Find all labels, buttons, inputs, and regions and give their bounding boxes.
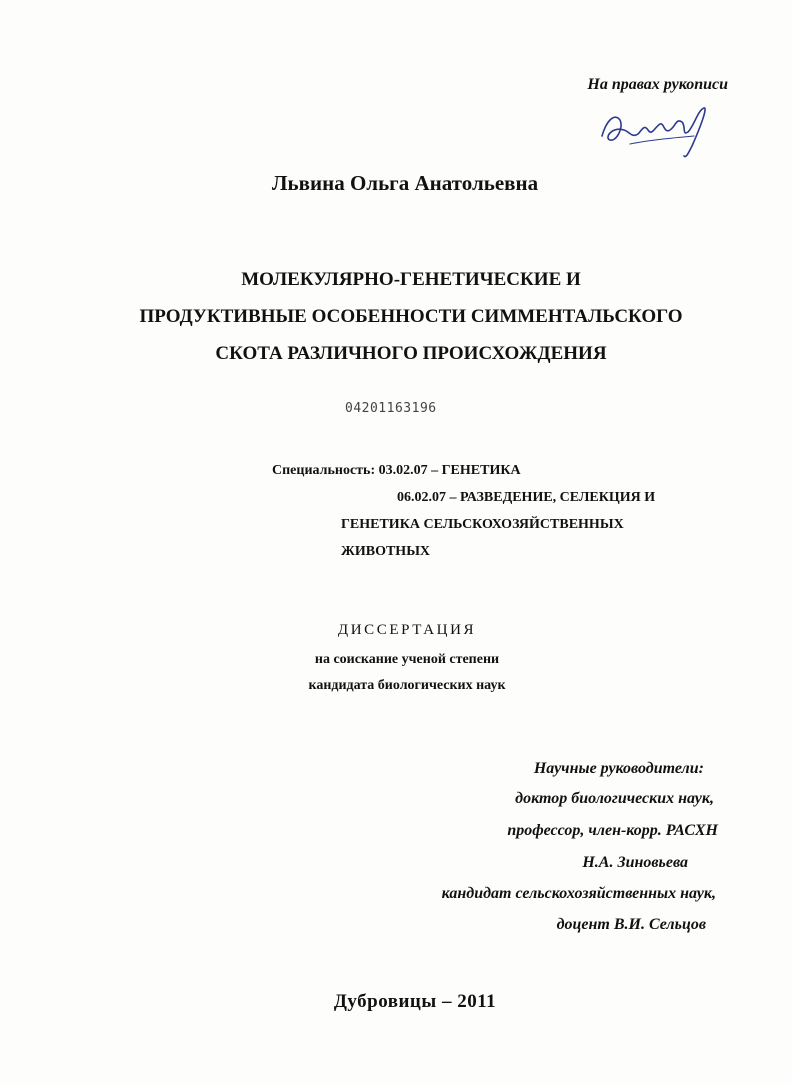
- specialty-line: 06.02.07 – РАЗВЕДЕНИЕ, СЕЛЕКЦИЯ И: [397, 490, 656, 505]
- library-stamp-number: 04201163196: [345, 401, 437, 416]
- supervisor-line: доктор биологических наук,: [515, 790, 714, 807]
- specialty-line: ГЕНЕТИКА СЕЛЬСКОХОЗЯЙСТВЕННЫХ: [341, 517, 624, 532]
- place-and-year: Дубровицы – 2011: [333, 991, 497, 1012]
- supervisor-line: Н.А. Зиновьева: [582, 854, 688, 871]
- author-name: Львина Ольга Анатольевна: [271, 171, 539, 195]
- supervisor-line: доцент В.И. Сельцов: [556, 916, 706, 933]
- degree-line: на соискание ученой степени: [314, 652, 500, 667]
- thesis-title-line: МОЛЕКУЛЯРНО-ГЕНЕТИЧЕСКИЕ И: [241, 269, 581, 290]
- specialty-line: ЖИВОТНЫХ: [341, 544, 431, 559]
- signature-icon: [590, 100, 730, 160]
- degree-line: кандидата биологических наук: [308, 678, 506, 693]
- rights-note: На правах рукописи: [587, 76, 728, 93]
- thesis-title-line: ПРОДУКТИВНЫЕ ОСОБЕННОСТИ СИММЕНТАЛЬСКОГО: [139, 306, 683, 327]
- thesis-title-line: СКОТА РАЗЛИЧНОГО ПРОИСХОЖДЕНИЯ: [215, 343, 607, 364]
- specialty-line: Специальность: 03.02.07 – ГЕНЕТИКА: [272, 463, 521, 478]
- supervisor-line: профессор, член-корр. РАСХН: [507, 822, 718, 839]
- document-type: ДИССЕРТАЦИЯ: [337, 622, 477, 638]
- supervisor-line: кандидат сельскохозяйственных наук,: [441, 885, 716, 902]
- supervisors-heading: Научные руководители:: [533, 760, 704, 777]
